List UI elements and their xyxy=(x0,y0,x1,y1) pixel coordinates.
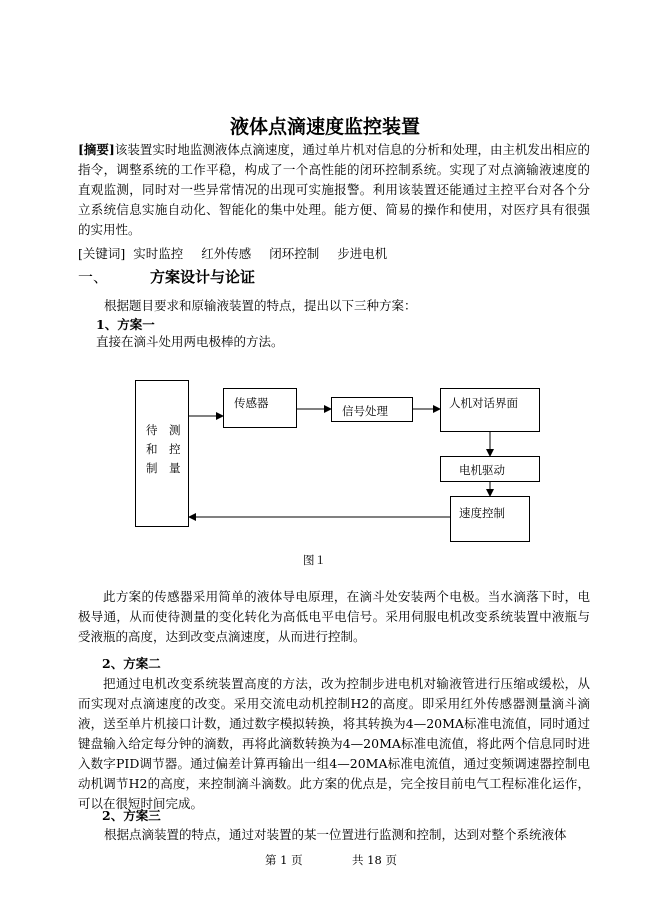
block-label-line: 待 测 xyxy=(146,423,181,437)
keywords-label: [关键词] xyxy=(78,246,126,261)
section-number: 一、 xyxy=(78,268,109,286)
section-title: 方案设计与论证 xyxy=(150,268,256,286)
page-number: 第 1 页 xyxy=(265,853,303,867)
motor-drive-block: 电机驱动 xyxy=(440,456,540,482)
signal-processing-block: 信号处理 xyxy=(331,397,413,422)
plan3-heading: 2、方案三 xyxy=(102,808,161,823)
abstract-label: [摘要] xyxy=(78,142,115,157)
plan1-description: 此方案的传感器采用简单的液体导电原理，在滴斗处安装两个电极。当水滴落下时，电极导通，从而使待测量的变化转化为高低电平电信号。采用伺服电机改变系统装置中液瓶与受液瓶的高度，达到改变点滴速度，从而进行控制。 xyxy=(78,589,590,644)
block-label-line: 和 控 xyxy=(146,442,181,456)
block-label-line: 制 量 xyxy=(146,461,181,475)
abstract-text: 该装置实时地监测液体点滴速度，通过单片机对信息的分析和处理，由主机发出相应的指令，调整系统的工作平稳，构成了一个高性能的闭环控制系统。实现了对点滴输液速度的直观监测，同时对一些异常情况的出现可实施报警。利用该装置还能通过主控平台对各个分立系统信息实施自动化、智能化的集中处理。能方便、简易的操作和使用，对医疗具有很强的实用性。 xyxy=(78,142,590,237)
keyword-item: 红外传感 xyxy=(201,246,252,261)
plan1-heading: 1、方案一 xyxy=(96,317,155,332)
document-title: 液体点滴速度监控装置 xyxy=(229,116,420,138)
page-total: 共 18 页 xyxy=(352,853,397,867)
keyword-item: 闭环控制 xyxy=(269,246,320,261)
plan1-text: 直接在滴斗处用两电极棒的方法。 xyxy=(96,334,284,349)
hmi-block: 人机对话界面 xyxy=(440,388,540,432)
plan3-text: 根据点滴装置的特点，通过对装置的某一位置进行监测和控制，达到对整个系统液体 xyxy=(104,827,567,842)
sensor-block: 传感器 xyxy=(223,388,297,428)
keyword-item: 实时监控 xyxy=(133,246,184,261)
plan2-heading: 2、方案二 xyxy=(102,656,161,671)
speed-control-block: 速度控制 xyxy=(450,496,530,542)
measured-controlled-block xyxy=(135,380,189,527)
figure-caption: 图１ xyxy=(303,553,326,567)
section-intro: 根据题目要求和原输液装置的特点，提出以下三种方案： xyxy=(104,298,417,313)
plan2-text: 把通过电机改变系统装置高度的方法，改为控制步进电机对输液管进行压缩或缓松，从而实现对点滴速度的改变。采用交流电动机控制H2的高度。即采用红外传感器测量滴斗滴液，送至单片机接口计数，通过数字模拟转换，将其转换为4—20MA标准电流值，同时通过键盘输入给定每分钟的滴数，再将此滴数转换为4—20MA标准电流值，将此两个信息同时进入数字PID调节器。通过偏差计算再输出一组4—20MA标准电流值，通过变频调速器控制电动机调节H2的高度，来控制滴斗滴数。此方案的优点是，完全按目前电气工程标准化运作，可以在很短时间完成。 xyxy=(78,676,590,811)
keyword-item: 步进电机 xyxy=(337,246,388,261)
